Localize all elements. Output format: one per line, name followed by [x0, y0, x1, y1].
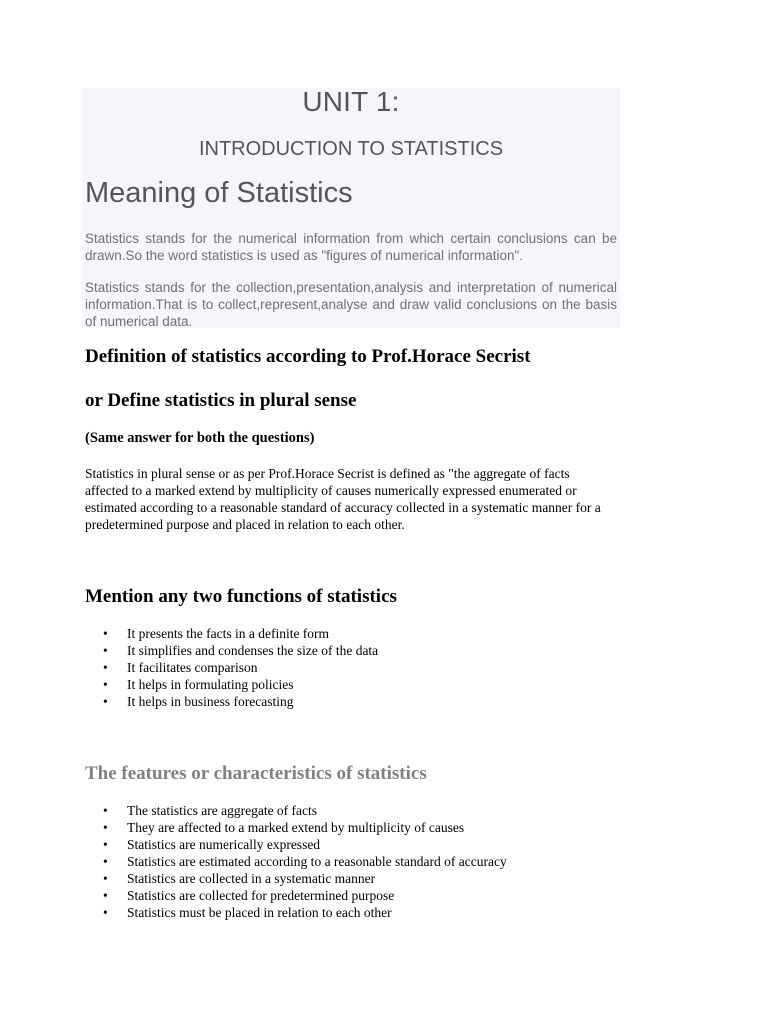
list-item-text: The statistics are aggregate of facts: [127, 803, 318, 818]
unit-title: UNIT 1:: [302, 86, 400, 117]
bullet-icon: •: [103, 643, 108, 658]
list-item-text: Statistics are numerically expressed: [127, 837, 321, 852]
list-item: [85, 802, 507, 819]
bullet-icon: •: [103, 854, 108, 869]
list-item-text: They are affected to a marked extend by multiplicity of causes: [127, 820, 465, 835]
functions-heading: Mention any two functions of statistics: [85, 586, 397, 607]
list-item: [85, 836, 507, 853]
list-item: [85, 887, 507, 904]
bullet-icon: •: [103, 871, 108, 886]
bullet-icon: •: [103, 694, 108, 709]
list-item-text: It helps in formulating policies: [127, 677, 294, 692]
list-item: [85, 676, 378, 693]
features-heading: The features or characteristics of statistics: [85, 763, 427, 784]
intro-title: INTRODUCTION TO STATISTICS: [198, 138, 504, 160]
list-item: [85, 904, 507, 921]
bullet-icon: •: [103, 837, 108, 852]
list-item: [85, 853, 507, 870]
bullet-icon: •: [103, 905, 108, 920]
list-item: [85, 659, 378, 676]
bullet-icon: •: [103, 888, 108, 903]
list-item: [85, 693, 378, 710]
meaning-paragraph-1: Statistics stands for the numerical information from which certain conclusions can be drawn.So the word statistics is used as "figures of numerical information".: [85, 231, 617, 263]
features-list: [85, 802, 507, 921]
definition-heading: Definition of statistics according to Prof.Horace Secrist: [85, 346, 531, 367]
list-item-text: It facilitates comparison: [127, 660, 258, 675]
meaning-heading: Meaning of Statistics: [85, 177, 353, 209]
bullet-icon: •: [103, 803, 108, 818]
list-item: [85, 625, 378, 642]
functions-list: [85, 625, 378, 710]
definition-body: Statistics in plural sense or as per Prof.Horace Secrist is defined as "the aggregate of facts affected to a marked extend by multiplicity of causes numerically expressed enumerated or estimated according to a reasonable standard of accuracy collected in a systematic manner for a predetermined purpose and placed in relation to each other.: [85, 466, 601, 532]
list-item-text: Statistics are estimated according to a reasonable standard of accuracy: [127, 854, 507, 869]
list-item-text: Statistics are collected for predetermined purpose: [127, 888, 395, 903]
bullet-icon: •: [103, 677, 108, 692]
list-item-text: It helps in business forecasting: [127, 694, 294, 709]
list-item: [85, 819, 507, 836]
bullet-icon: •: [103, 660, 108, 675]
list-item: [85, 642, 378, 659]
meaning-paragraph-2: Statistics stands for the collection,presentation,analysis and interpretation of numerical information.That is to collect,represent,analyse and draw valid conclusions on the basis of numerical data.: [85, 280, 617, 329]
bullet-icon: •: [103, 626, 108, 641]
list-item-text: It simplifies and condenses the size of the data: [127, 643, 379, 658]
list-item: [85, 870, 507, 887]
plural-sense-heading: or Define statistics in plural sense: [85, 390, 357, 411]
bullet-icon: •: [103, 820, 108, 835]
list-item-text: Statistics are collected in a systematic manner: [127, 871, 376, 886]
same-answer-note: (Same answer for both the questions): [85, 430, 315, 446]
list-item-text: It presents the facts in a definite form: [127, 626, 330, 641]
list-item-text: Statistics must be placed in relation to each other: [127, 905, 392, 920]
